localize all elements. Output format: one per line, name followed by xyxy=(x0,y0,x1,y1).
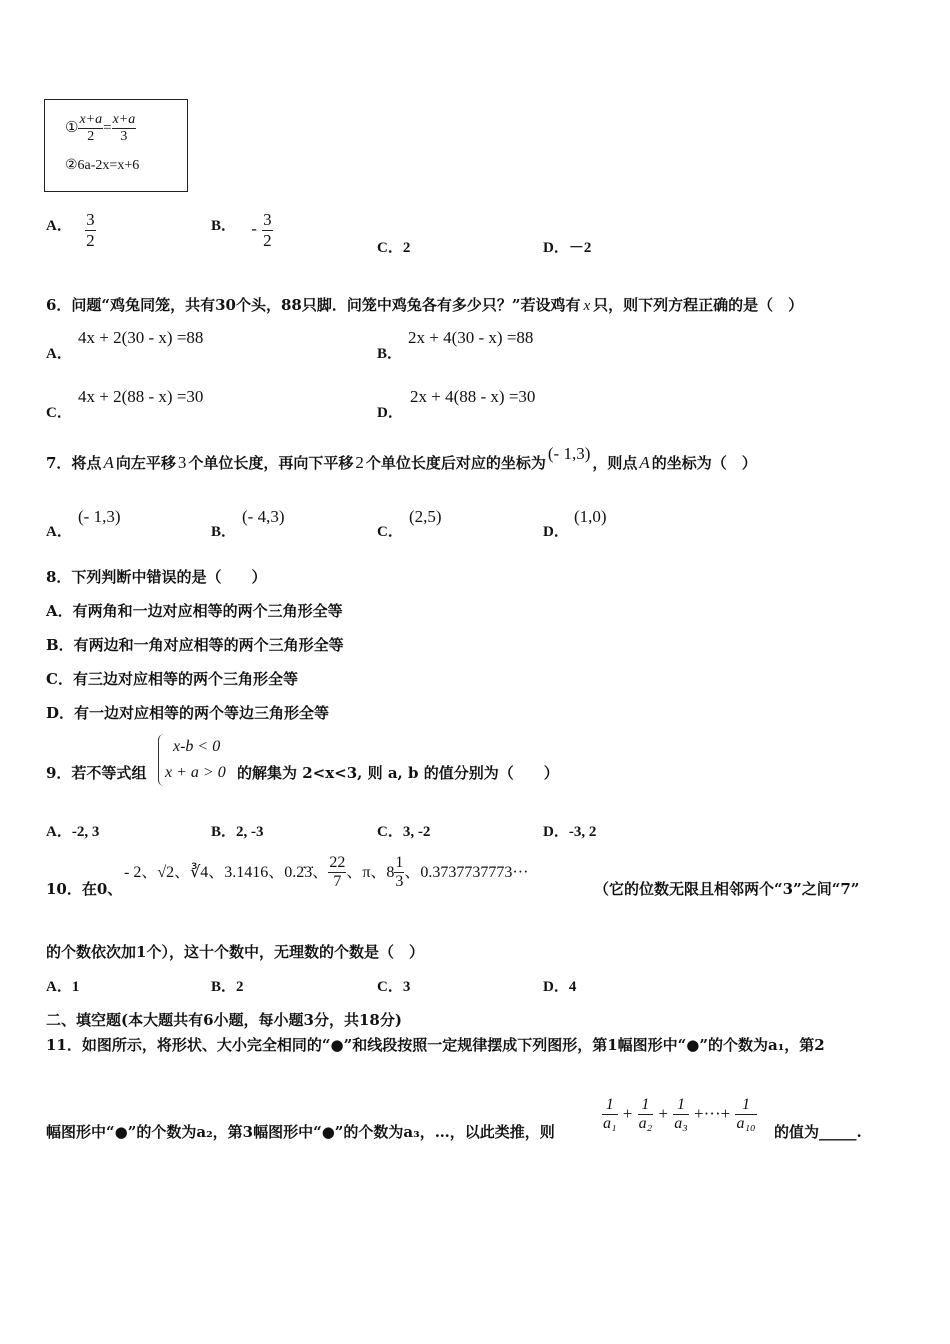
eq1-equals: = xyxy=(103,120,112,137)
q8-stem: 8．下列判断中错误的是（ ） xyxy=(46,568,267,586)
q5-option-c xyxy=(377,236,410,257)
q10-option-a: A．1 xyxy=(46,979,80,995)
q8-option-b: B．有两边和一角对应相等的两个三角形全等 xyxy=(46,636,344,654)
q5-option-d xyxy=(543,236,591,257)
q9-inequality-2: x + a > 0 xyxy=(165,764,226,781)
q11-ellipsis: +···+ xyxy=(694,1103,731,1123)
q9-option-a: A．-2, 3 xyxy=(46,824,100,840)
q7-option-c-expr: (2,5) xyxy=(409,507,442,526)
q11-term1-denominator: a₁ xyxy=(603,1115,617,1133)
eq1-right-denominator: 3 xyxy=(120,129,128,145)
q10-mixed-denominator: 3 xyxy=(395,873,404,891)
q10-option-b: B．2 xyxy=(211,979,244,995)
q9-inequality-1: x-b < 0 xyxy=(173,738,221,755)
q6-option-d-expr: 2x + 4(88 - x) =30 xyxy=(410,387,536,406)
q10-mixed-numerator: 1 xyxy=(394,854,404,873)
equation-2: ②6a-2x=x+6 xyxy=(65,158,140,173)
q6-option-c-expr: 4x + 2(88 - x) =30 xyxy=(78,387,204,406)
q11-term3-numerator: 1 xyxy=(673,1096,689,1115)
q7-stem-part3: 个单位长度，再向下平移 xyxy=(188,454,354,472)
option-c-text: 2 xyxy=(402,240,411,256)
q5-option-a xyxy=(46,210,96,250)
q7-stem xyxy=(46,444,757,473)
eq1-left-numerator: x+a xyxy=(78,112,103,129)
option-label: B． xyxy=(211,218,237,235)
q9-option-d: D．-3, 2 xyxy=(543,824,597,840)
q8-option-c: C．有三边对应相等的两个三角形全等 xyxy=(46,670,298,688)
q7-option-d-expr: (1,0) xyxy=(574,507,607,526)
q6-stem xyxy=(46,294,803,315)
q7-stem-part1: 7．将点 xyxy=(46,454,102,472)
q11-term3-denominator: a₃ xyxy=(674,1115,688,1133)
q10-stem-part3: 的个数依次加1个），这十个数中，无理数的个数是（ ） xyxy=(46,943,424,961)
q9-option-b: B．2, -3 xyxy=(211,824,264,840)
q7-option-a-expr: (- 1,3) xyxy=(78,507,121,526)
q11-sum-expression: $\frac{1}{\text{a₁}}$ + $\frac{1}{\text{a₂}}$ + $\frac{1}{\text{a₃}}$ +···+ $\frac{1}{\text{a₁₀}}$ xyxy=(603,1096,756,1133)
q7-point-a: A xyxy=(103,453,114,472)
q6-option-b-label: B． xyxy=(377,346,403,362)
q7-units-down: 2 xyxy=(355,453,364,472)
option-label: D． xyxy=(543,240,569,256)
q6-option-c-label: C． xyxy=(46,405,72,421)
q7-option-b-expr: (- 4,3) xyxy=(242,507,285,526)
q6-stem-part1: 6．问题“鸡兔同笼，共有30个头，88只脚．问笼中鸡兔各有多少只？”若设鸡有 xyxy=(46,296,581,314)
q7-option-c-label: C． xyxy=(377,524,403,540)
q6-option-d-label: D． xyxy=(377,405,403,421)
equation-1 xyxy=(65,112,136,145)
q10-stem-part2: （它的位数无限且相邻两个“3”之间“7” xyxy=(594,880,860,898)
q11-line2-part1: 幅图形中“●”的个数为a₂，第3幅图形中“●”的个数为a₃，…，以此类推，则 xyxy=(46,1123,555,1141)
q5-option-b xyxy=(211,210,273,250)
option-d-text: －2 xyxy=(568,240,592,256)
q6-option-b-expr: 2x + 4(30 - x) =88 xyxy=(408,328,534,347)
q6-stem-part2: 只，则下列方程正确的是（ ） xyxy=(593,296,804,314)
circled-one: ① xyxy=(65,120,79,137)
q10-option-c: C．3 xyxy=(377,979,411,995)
q11-line1: 11．如图所示，将形状、大小完全相同的“●”和线段按照一定规律摆成下列图形，第1幅图形中“●”的个数为a₁，第2 xyxy=(46,1036,825,1054)
option-a-numerator: 3 xyxy=(86,210,95,229)
q9-stem-part1: 9．若不等式组 xyxy=(46,764,147,782)
q7-stem-part2: 向左平移 xyxy=(115,454,176,472)
option-b-numerator: 3 xyxy=(263,210,272,229)
q10-numbers-a: - 2、√2、∛4、3.1416、0.2̇3̇、 xyxy=(124,863,329,881)
q7-option-d-label: D． xyxy=(543,524,569,540)
q10-numbers-b: 、π、8 xyxy=(346,863,395,881)
option-b-denominator: 2 xyxy=(263,230,272,250)
q10-stem-part1: 10．在0、 xyxy=(46,880,123,898)
q7-stem-part4: 个单位长度后对应的坐标为 xyxy=(365,454,546,472)
section-heading: 二、填空题(本大题共有6小题，每小题3分，共18分) xyxy=(46,1011,402,1029)
q9-inequality-system xyxy=(158,734,226,786)
q7-stem-part5: ，则点 xyxy=(592,454,638,472)
q10-numbers-c: 、0.3737737773··· xyxy=(404,863,529,881)
q11-term2-denominator: a₂ xyxy=(638,1115,653,1133)
q11-term4-numerator: 1 xyxy=(735,1096,756,1115)
q11-term4-denominator: a₁₀ xyxy=(736,1115,756,1133)
eq1-right-numerator: x+a xyxy=(112,112,137,129)
option-label: A． xyxy=(46,218,72,235)
q10-fraction-denominator: 7 xyxy=(333,873,342,891)
q11-term1-numerator: 1 xyxy=(602,1096,618,1115)
q7-option-a-label: A． xyxy=(46,524,72,540)
q11-line2-part2: 的值为_____. xyxy=(774,1123,862,1141)
q10-number-list xyxy=(124,854,528,892)
q7-result-coordinate: (- 1,3) xyxy=(547,444,591,463)
q6-option-a-expr: 4x + 2(30 - x) =88 xyxy=(78,328,204,347)
q8-option-d: D．有一边对应相等的两个等边三角形全等 xyxy=(46,704,330,722)
option-b-sign: - xyxy=(251,219,257,239)
q11-term2-numerator: 1 xyxy=(638,1096,654,1115)
equation-box xyxy=(44,99,188,192)
q8-option-a: A．有两角和一边对应相等的两个三角形全等 xyxy=(46,602,343,620)
q6-option-a-label: A． xyxy=(46,346,72,362)
option-label: C． xyxy=(377,240,403,256)
q7-units-left: 3 xyxy=(177,453,187,472)
q7-stem-part6: 的坐标为（ ） xyxy=(651,454,757,472)
q7-point-a-2: A xyxy=(639,453,650,472)
q9-option-c: C．3, -2 xyxy=(377,824,431,840)
q10-fraction-numerator: 22 xyxy=(328,854,346,873)
q6-variable: x xyxy=(583,298,591,314)
option-a-denominator: 2 xyxy=(86,230,95,250)
q9-stem-part2: 的解集为 2<x<3, 则 a, b 的值分别为（ ） xyxy=(237,764,559,782)
eq1-left-denominator: 2 xyxy=(87,129,95,145)
q7-option-b-label: B． xyxy=(211,524,237,540)
q10-option-d: D．4 xyxy=(543,979,577,995)
